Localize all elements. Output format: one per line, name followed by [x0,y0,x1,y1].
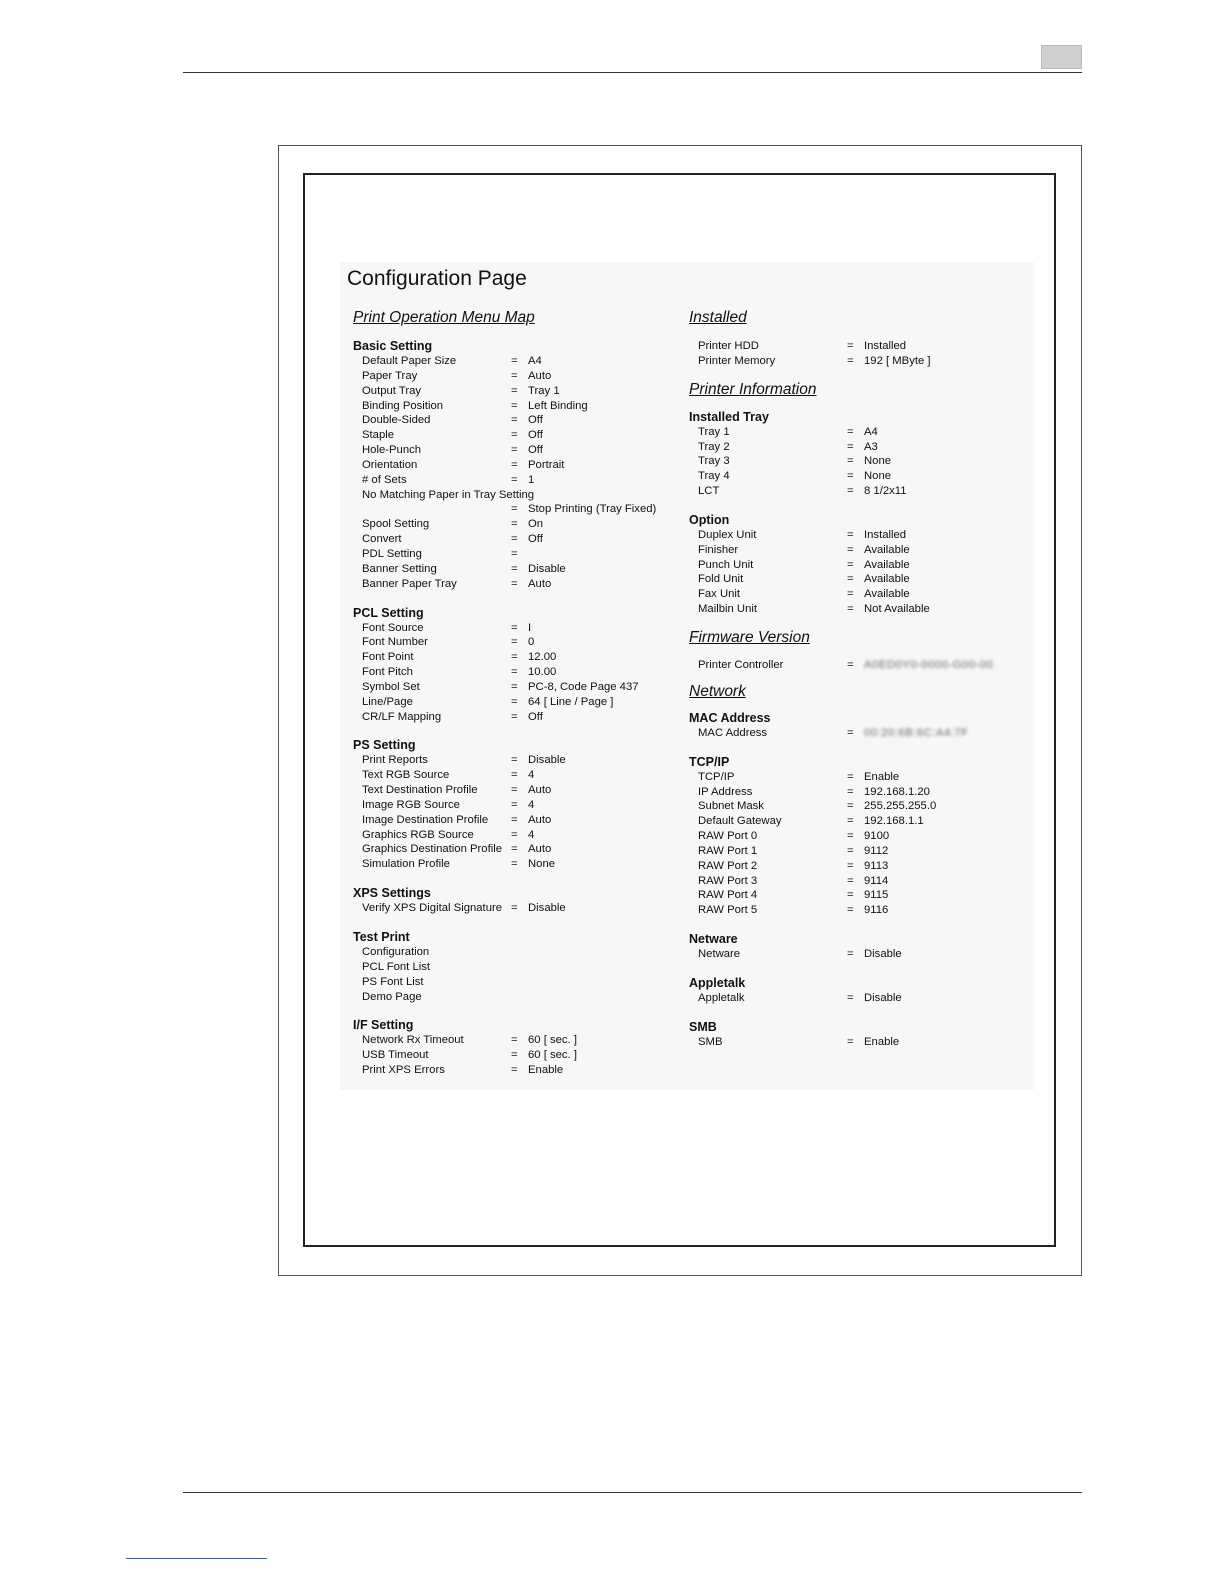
status-value: 8 1/2x11 [864,485,907,498]
equals-sign: = [511,695,518,708]
setting-value: Portrait [528,458,565,471]
if-setting-list [353,1033,673,1078]
setting-value: Disable [528,562,566,575]
setting-label: Text RGB Source [362,769,450,782]
equals-sign: = [511,843,518,856]
setting-row [353,842,673,857]
status-label: Fax Unit [698,588,741,601]
setting-row [353,710,673,725]
setting-value: 4 [528,798,535,811]
status-row [689,770,1009,785]
equals-sign: = [511,384,518,397]
status-row [689,785,1009,800]
setting-value: Off [528,533,543,546]
setting-value: PC-8, Code Page 437 [528,680,639,693]
setting-value: Stop Printing (Tray Fixed) [528,503,657,516]
equals-sign: = [847,785,854,798]
setting-row [353,783,673,798]
status-label: Finisher [698,543,739,556]
mac-value-redacted: 00:20:6B:6C:A4:7F [864,726,969,739]
status-row [689,658,1009,673]
netware-title: Netware [689,932,738,947]
setting-row [353,945,673,960]
setting-row [353,488,673,503]
equals-sign: = [511,754,518,767]
setting-label: Spool Setting [362,518,430,531]
status-label: MAC Address [698,726,768,739]
setting-row [353,458,673,473]
setting-label: Configuration [362,946,430,958]
equals-sign: = [511,1064,518,1077]
status-label: IP Address [698,785,753,798]
basic-setting-list [353,354,673,592]
equals-sign: = [847,588,854,601]
status-row [689,572,1009,587]
setting-row [353,443,673,458]
status-row [689,903,1009,918]
status-row [689,484,1009,499]
setting-label: Output Tray [362,384,422,397]
setting-row [353,960,673,975]
setting-value: None [528,858,556,871]
status-row [689,558,1009,573]
setting-label: Verify XPS Digital Signature [362,902,503,915]
setting-value: 4 [528,769,535,782]
status-label: RAW Port 5 [698,904,758,917]
setting-label: PDL Setting [362,547,422,560]
status-row [689,469,1009,484]
status-value: A4 [864,425,878,438]
pcl-setting-title: PCL Setting [353,605,424,620]
setting-row [353,828,673,843]
setting-row [353,502,673,517]
status-label: Tray 3 [698,455,730,468]
status-value: Installed [864,528,907,541]
status-row [689,339,1009,354]
equals-sign: = [847,340,854,352]
status-value: Available [864,543,910,556]
status-label: RAW Port 0 [698,830,758,843]
setting-value: Disable [528,754,566,767]
status-label: Mailbin Unit [698,603,758,616]
test-print-list [353,945,673,1004]
equals-sign: = [511,414,518,427]
setting-label: Graphics RGB Source [362,828,474,841]
test-print-title: Test Print [353,930,410,944]
status-label: LCT [698,485,720,498]
network-heading: Network [689,682,746,700]
setting-row [353,354,673,369]
equals-sign: = [511,813,518,826]
setting-row [353,768,673,783]
setting-row [353,1063,673,1078]
equals-sign: = [847,470,854,483]
xps-settings-list [353,901,673,916]
setting-row [353,532,673,547]
netware-list [689,947,1009,962]
status-value: None [864,470,892,483]
equals-sign: = [847,991,854,1004]
setting-row [353,413,673,428]
setting-value: Off [528,414,543,427]
setting-label: PCL Font List [362,960,431,973]
smb-list [689,1035,1009,1050]
status-row [689,354,1009,369]
setting-label: Font Point [362,651,414,664]
equals-sign: = [847,558,854,571]
setting-label: Double-Sided [362,414,431,427]
if-setting-title: I/F Setting [353,1018,414,1033]
status-label: RAW Port 1 [698,844,758,857]
setting-value: Auto [528,813,552,826]
setting-row [353,665,673,680]
status-row [689,726,1009,741]
setting-label: Graphics Destination Profile [362,843,503,856]
equals-sign: = [511,399,518,412]
status-value: 9116 [864,904,889,917]
status-value: Disable [864,991,902,1004]
equals-sign: = [511,577,518,590]
status-label: Punch Unit [698,558,754,571]
setting-value: Auto [528,577,552,590]
status-value: Available [864,588,910,601]
equals-sign: = [847,658,854,671]
equals-sign: = [511,355,518,367]
setting-row [353,384,673,399]
equals-sign: = [511,503,518,516]
setting-value: Auto [528,369,552,382]
status-label: Printer Memory [698,354,776,367]
status-row [689,859,1009,874]
status-row [689,799,1009,814]
setting-row [353,650,673,665]
installed-heading: Installed [689,309,747,326]
menu-map-heading: Print Operation Menu Map [353,309,535,326]
equals-sign: = [847,440,854,453]
setting-label: Orientation [362,458,418,471]
status-label: Tray 4 [698,470,730,483]
equals-sign: = [847,800,854,813]
setting-label: CR/LF Mapping [362,710,442,723]
setting-row [353,399,673,414]
status-value: Disable [864,948,902,961]
status-row [689,440,1009,455]
status-row [689,543,1009,558]
setting-label: Network Rx Timeout [362,1034,464,1047]
setting-label: Convert [362,533,402,546]
ps-setting-title: PS Setting [353,738,416,753]
setting-row [353,695,673,710]
setting-row [353,990,673,1005]
setting-row [353,798,673,813]
status-value: A3 [864,440,878,453]
status-row [689,829,1009,844]
tcpip-list [689,770,1009,918]
status-column [689,307,1009,1050]
equals-sign: = [847,770,854,783]
status-label: Tray 2 [698,440,730,453]
status-row [689,454,1009,469]
setting-value: 60 [ sec. ] [528,1034,577,1047]
pcl-setting-list [353,621,673,725]
status-value: 192 [ MByte ] [864,354,931,367]
setting-value: I [528,621,532,634]
setting-label: Font Pitch [362,666,413,679]
equals-sign: = [847,1035,854,1048]
footer-link-underline [126,1558,267,1559]
menu-map-column [353,307,673,1078]
equals-sign: = [511,369,518,382]
status-value: 9113 [864,859,889,872]
status-label: RAW Port 3 [698,874,758,887]
equals-sign: = [511,666,518,679]
status-label: SMB [698,1035,723,1048]
status-value: 9114 [864,874,889,887]
setting-value: Off [528,429,543,442]
setting-label: Font Source [362,621,424,634]
equals-sign: = [511,458,518,471]
setting-label: Print XPS Errors [362,1064,445,1077]
setting-label: Banner Setting [362,562,437,575]
equals-sign: = [511,902,518,915]
setting-value: 4 [528,828,535,841]
status-label: Tray 1 [698,425,730,438]
status-row [689,888,1009,903]
equals-sign: = [847,603,854,616]
setting-label: Text Destination Profile [362,784,478,797]
setting-label: Image Destination Profile [362,813,489,826]
footer-rule [183,1492,1082,1493]
setting-row [353,1033,673,1048]
status-label: Default Gateway [698,815,782,828]
equals-sign: = [847,948,854,961]
status-value: 192.168.1.20 [864,785,930,798]
appletalk-list [689,991,1009,1006]
equals-sign: = [847,844,854,857]
setting-row [353,562,673,577]
xps-settings-title: XPS Settings [353,886,431,901]
status-label: Appletalk [698,991,745,1004]
equals-sign: = [511,769,518,782]
equals-sign: = [847,889,854,902]
equals-sign: = [511,1049,518,1062]
equals-sign: = [511,828,518,841]
setting-row [353,369,673,384]
status-label: Printer HDD [698,340,759,352]
status-row [689,425,1009,440]
equals-sign: = [847,904,854,917]
basic-setting-title: Basic Setting [353,339,433,353]
firmware-list [689,658,1009,673]
setting-label: Image RGB Source [362,798,460,811]
status-value: Available [864,573,910,586]
setting-value: Left Binding [528,399,588,412]
setting-value: 10.00 [528,666,557,679]
equals-sign: = [511,547,518,560]
equals-sign: = [511,1034,518,1047]
status-label: RAW Port 2 [698,859,758,872]
status-value: 9115 [864,889,889,902]
printer-information-heading: Printer Information [689,380,817,398]
equals-sign: = [847,425,854,438]
equals-sign: = [847,455,854,468]
status-row [689,587,1009,602]
equals-sign: = [847,815,854,828]
equals-sign: = [847,528,854,541]
status-value: 9100 [864,830,890,843]
installed-tray-list [689,425,1009,499]
equals-sign: = [511,636,518,649]
setting-label: Default Paper Size [362,355,457,367]
setting-row [353,857,673,872]
smb-title: SMB [689,1019,717,1034]
equals-sign: = [847,485,854,498]
setting-value: A4 [528,355,542,367]
setting-value: Auto [528,843,552,856]
status-row [689,528,1009,543]
setting-label: Font Number [362,636,428,649]
setting-row [353,813,673,828]
setting-value: On [528,518,544,531]
equals-sign: = [511,533,518,546]
setting-value: Auto [528,784,552,797]
equals-sign: = [511,518,518,531]
setting-row [353,975,673,990]
setting-label: Simulation Profile [362,858,450,871]
header-rule [183,72,1082,73]
status-label: TCP/IP [698,770,735,783]
setting-value: 12.00 [528,651,557,664]
status-label: Subnet Mask [698,800,764,813]
setting-row [353,753,673,768]
appletalk-title: Appletalk [689,975,746,990]
setting-value: 0 [528,636,535,649]
setting-value: 64 [ Line / Page ] [528,695,614,708]
setting-row [353,621,673,636]
page-number-tab [1041,45,1082,69]
setting-label: Binding Position [362,399,444,412]
equals-sign: = [511,562,518,575]
setting-row [353,680,673,695]
setting-label: Demo Page [362,990,422,1003]
setting-label: USB Timeout [362,1049,429,1062]
status-value: Available [864,558,910,571]
status-value: 9112 [864,844,889,857]
mac-address-list [689,726,1009,741]
ps-setting-list [353,753,673,872]
equals-sign: = [847,573,854,586]
firmware-version-heading: Firmware Version [689,628,810,646]
status-row [689,844,1009,859]
option-title: Option [689,512,730,527]
setting-row [353,635,673,650]
status-value: Enable [864,770,900,783]
equals-sign: = [847,354,854,367]
equals-sign: = [847,726,854,739]
equals-sign: = [511,784,518,797]
equals-sign: = [847,543,854,556]
setting-label: Staple [362,429,395,442]
setting-value: Tray 1 [528,384,560,397]
setting-value: 1 [528,473,535,486]
setting-value: Off [528,710,543,723]
status-label: Netware [698,948,741,961]
setting-row [353,577,673,592]
equals-sign: = [511,444,518,457]
status-value: Enable [864,1035,900,1048]
status-row [689,602,1009,617]
setting-row [353,901,673,916]
setting-label: PS Font List [362,975,424,988]
equals-sign: = [847,830,854,843]
equals-sign: = [847,859,854,872]
page-title: Configuration Page [347,267,527,290]
setting-row [353,428,673,443]
status-value: None [864,455,892,468]
status-row [689,814,1009,829]
equals-sign: = [511,473,518,486]
setting-label: Print Reports [362,754,428,767]
setting-label: Symbol Set [362,680,420,693]
setting-row [353,473,673,488]
equals-sign: = [511,621,518,634]
status-row [689,947,1009,962]
status-row [689,874,1009,889]
firmware-value-redacted: A0ED0Y0-0000-G00-00 [864,658,994,671]
equals-sign: = [511,710,518,723]
equals-sign: = [511,651,518,664]
status-value: 192.168.1.1 [864,815,924,828]
status-value: Installed [864,340,907,352]
setting-label: Hole-Punch [362,444,422,457]
mac-address-title: MAC Address [689,710,771,725]
equals-sign: = [511,429,518,442]
setting-row [353,517,673,532]
status-value: Not Available [864,603,930,616]
setting-label: No Matching Paper in Tray Setting [362,488,535,501]
setting-label: Line/Page [362,695,413,708]
tcpip-title: TCP/IP [689,754,730,769]
option-list [689,528,1009,617]
status-label: Printer Controller [698,658,784,671]
installed-tray-title: Installed Tray [689,409,769,424]
equals-sign: = [511,858,518,871]
status-label: Duplex Unit [698,528,757,541]
status-label: Fold Unit [698,573,744,586]
setting-label: Banner Paper Tray [362,577,457,590]
setting-value: Enable [528,1064,564,1077]
setting-row [353,547,673,562]
equals-sign: = [511,680,518,693]
status-label: RAW Port 4 [698,889,758,902]
setting-row [353,1048,673,1063]
setting-label: # of Sets [362,473,407,486]
setting-value: 60 [ sec. ] [528,1049,577,1062]
installed-list [689,339,1009,369]
setting-label: Paper Tray [362,369,418,382]
status-value: 255.255.255.0 [864,800,937,813]
equals-sign: = [511,798,518,811]
status-row [689,991,1009,1006]
setting-value: Off [528,444,543,457]
setting-value: Disable [528,902,566,915]
equals-sign: = [847,874,854,887]
status-row [689,1035,1009,1050]
